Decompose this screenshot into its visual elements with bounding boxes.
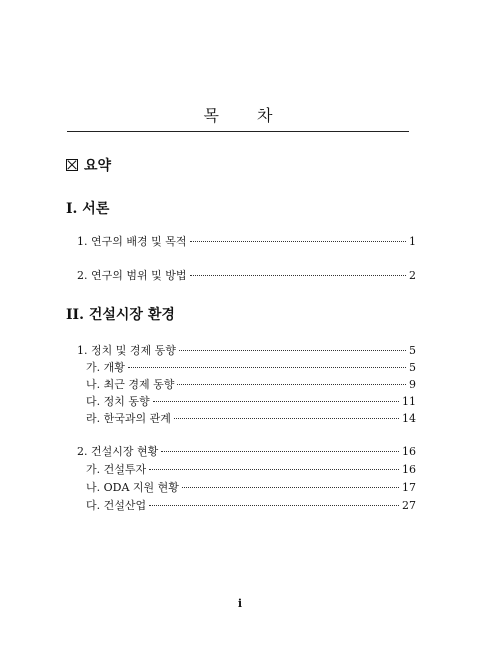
toc-entry[interactable] [0, 461, 480, 476]
toc-entry[interactable] [0, 267, 480, 282]
toc-summary-label: 요약 [84, 158, 112, 174]
toc-entry[interactable] [0, 497, 480, 512]
toc-entry[interactable] [0, 443, 480, 458]
toc-entry-page: 14 [402, 412, 416, 425]
toc-entry-label: 가. 건설투자 [86, 463, 147, 476]
toc-entry-page: 16 [402, 445, 416, 458]
toc-entry-label: 1. 정치 및 경제 동향 [77, 344, 176, 357]
toc-entry-label: 라. 한국과의 관계 [86, 412, 171, 425]
toc-leader-dots [149, 505, 399, 506]
toc-entry-page: 11 [402, 395, 416, 408]
toc-title-char-2: 차 [257, 106, 277, 125]
boxed-x-icon [66, 159, 78, 171]
toc-entry[interactable] [0, 233, 480, 248]
toc-leader-dots [190, 275, 407, 276]
toc-title-char-1: 목 [203, 106, 223, 125]
toc-entry[interactable] [0, 393, 480, 408]
title-underline [67, 131, 409, 132]
toc-chapter-2[interactable]: II. 건설시장 환경 [66, 307, 175, 323]
toc-entry[interactable] [0, 376, 480, 391]
toc-leader-dots [190, 241, 407, 242]
toc-leader-dots [174, 418, 399, 419]
toc-chapter-1[interactable]: I. 서론 [66, 201, 110, 217]
toc-entry-page: 5 [409, 344, 416, 357]
toc-entry-page: 1 [409, 235, 416, 248]
toc-leader-dots [177, 384, 406, 385]
toc-entry-label: 다. 정치 동향 [86, 395, 150, 408]
toc-entry-page: 16 [402, 463, 416, 476]
page-number: i [237, 597, 243, 610]
toc-entry-label: 2. 연구의 범위 및 방법 [77, 269, 187, 282]
toc-entry[interactable] [0, 342, 480, 357]
toc-entry-page: 27 [402, 499, 416, 512]
toc-entry[interactable] [0, 410, 480, 425]
toc-entry-page: 5 [409, 361, 416, 374]
toc-entry-page: 2 [409, 269, 416, 282]
toc-summary[interactable] [66, 155, 111, 175]
toc-leader-dots [161, 451, 399, 452]
toc-leader-dots [128, 367, 406, 368]
toc-entry-label: 2. 건설시장 현황 [77, 445, 159, 458]
toc-leader-dots [153, 401, 399, 402]
toc-leader-dots [179, 350, 406, 351]
toc-entry-page: 9 [409, 378, 416, 391]
toc-entry[interactable] [0, 359, 480, 374]
toc-leader-dots [182, 487, 399, 488]
toc-entry-label: 가. 개황 [86, 361, 125, 374]
toc-leader-dots [149, 469, 399, 470]
toc-entry-label: 다. 건설산업 [86, 499, 147, 512]
toc-entry-label: 나. 최근 경제 동향 [86, 378, 175, 391]
toc-title [0, 103, 480, 126]
toc-entry-label: 1. 연구의 배경 및 목적 [77, 235, 187, 248]
toc-entry[interactable] [0, 479, 480, 494]
toc-entry-page: 17 [402, 481, 416, 494]
toc-entry-label: 나. ODA 지원 현황 [86, 481, 179, 494]
